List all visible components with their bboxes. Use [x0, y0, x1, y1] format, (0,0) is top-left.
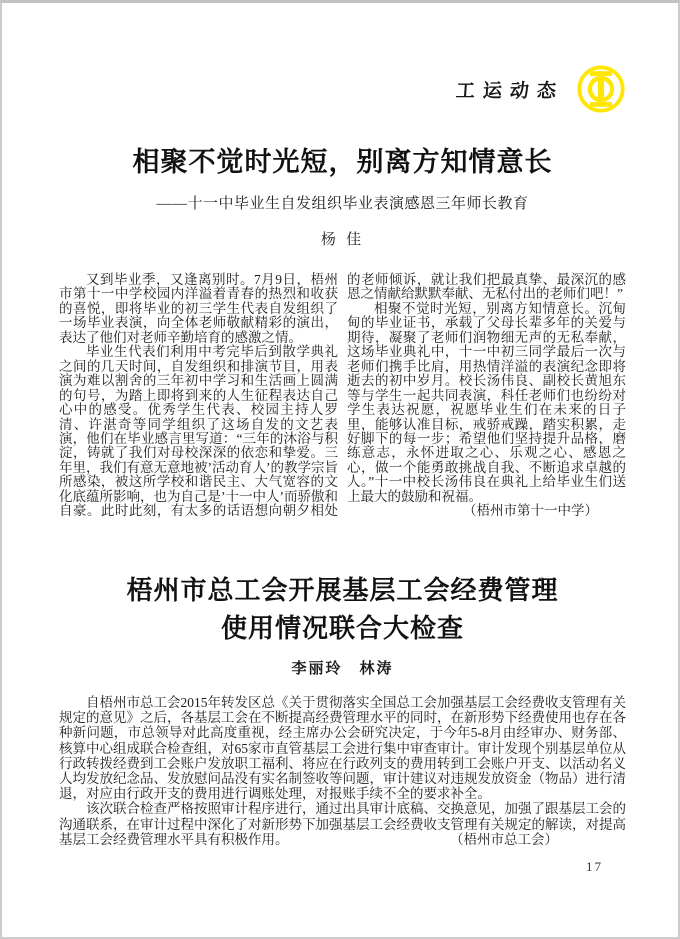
article2-paragraph: 自梧州市总工会2015年转发区总《关于贯彻落实全国总工会加强基层工会经费收支管理有关规定的意见》之后，各基层工会在不断提高经费管理水平的同时，在新形势下经费使用也存在各种新问题，市总领导对此高度重视，经主席办公会研究决定，于今年5-8月由经审办、财务部、核算中心组成联合检查组，对65家市直管基层工会进行集中审查审计。审计发现个别基层单位从行政转拨经费到工会账户发放职工福利、将应在行政列支的费用转到工会账户开支、以活动名义人均发放纪念品、发放慰问品没有实名制签收等问题，审计建议对违规发放资金（物品）进行清退，对应由行政开支的费用进行调账处理，对报账手续不全的要求补全。	[59, 695, 626, 802]
page-header	[59, 63, 626, 115]
article-graduation	[59, 140, 626, 519]
article1-body	[59, 273, 626, 519]
article1-title: 相聚不觉时光短，别离方知情意长	[132, 147, 553, 177]
article2-authors: 李丽玲 林涛	[291, 660, 394, 677]
article-union-audit	[59, 572, 626, 847]
article2-title-line2: 使用情况联合大检查	[220, 614, 464, 643]
article1-author: 杨 佳	[320, 231, 365, 248]
page-content	[2, 63, 678, 847]
article1-attribution: （梧州市第十一中学）	[463, 503, 598, 519]
section-title: 工运动态	[455, 80, 565, 102]
article1-paragraph: 又到毕业季，又逢离别时。7月9日，梧州市第十一中学校园内洋溢着青春的热烈和收获的喜悦，即将毕业的初三学生代表自发组织了一场毕业表演，向全体老师敬献精彩的演出，表达了他们对老师辛勤培育的感激之情。	[59, 272, 338, 345]
article2-body	[59, 695, 626, 847]
trade-union-emblem-icon	[576, 64, 626, 114]
article1-paragraph: 相聚不觉时光短，别离方知情意长。沉甸甸的毕业证书，承载了父母长辈多年的关爱与期待，凝聚了老师们润物细无声的无私奉献，这场毕业典礼中，十一中初三同学最后一次与老师们携手比肩，用热情洋溢的表演纪念即将逝去的初中岁月。校长汤伟良、副校长黄旭东等与学生一起共同表演，科任老师们也纷纷对学生表达祝愿，祝愿毕业生们在未来的日子里，能够认准目标，戒骄戒躁，踏实积累，走好脚下的每一步；希望他们坚持提升品格，磨练意志，永怀进取之心、乐观之心、感恩之心，做一个能勇敢挑战自我、不断追求卓越的人。”十一中校长汤伟良在典礼上给毕业生们送上最大的鼓励和祝福。	[347, 300, 626, 504]
article1-paragraph: 毕业生代表们利用中考完毕后到散学典礼之间的几天时间，自发组织和排演节目，用表演为难以割舍的三年初中学习和生活画上圆满的句号，为踏上即将到来的人生征程表达自己心中的感受。优秀学生代表、校园主持人罗清、许湛奇等同学组织了这场自发的文艺表演，他们在毕业感言里写道：“三年的沐浴与积淀，铸就了我们对母校深深的依恋和挚爱。三年里，我们有意无意地被’活动育人’的教学宗旨所感染，被这所学校和谐民主、大气宽容的文化底蕴所影响，也为自己是’十一中人’而骄傲和自豪。此时此刻，有太多的话语想向朝夕相处的老师倾诉，就让我们把最真挚、最深沉的感恩之情献给默默奉献、无私付出的老师们吧！”	[59, 272, 626, 519]
article2-title	[59, 572, 626, 648]
article2-title-line1: 梧州市总工会开展基层工会经费管理	[126, 576, 559, 605]
article2-paragraph: 该次联合检查严格按照审计程序进行，通过出具审计底稿、交换意见，加强了跟基层工会的沟通联系，在审计过程中深化了对新形势下加强基层工会经费收支管理有关规定的解读，对提高基层工会经费管理水平具有积极作用。	[59, 801, 626, 847]
article1-subtitle: ——十一中毕业生自发组织毕业表演感恩三年师长教育	[156, 196, 529, 212]
article2-attribution: （梧州市总工会）	[450, 831, 558, 847]
page-number: 17	[586, 859, 603, 874]
